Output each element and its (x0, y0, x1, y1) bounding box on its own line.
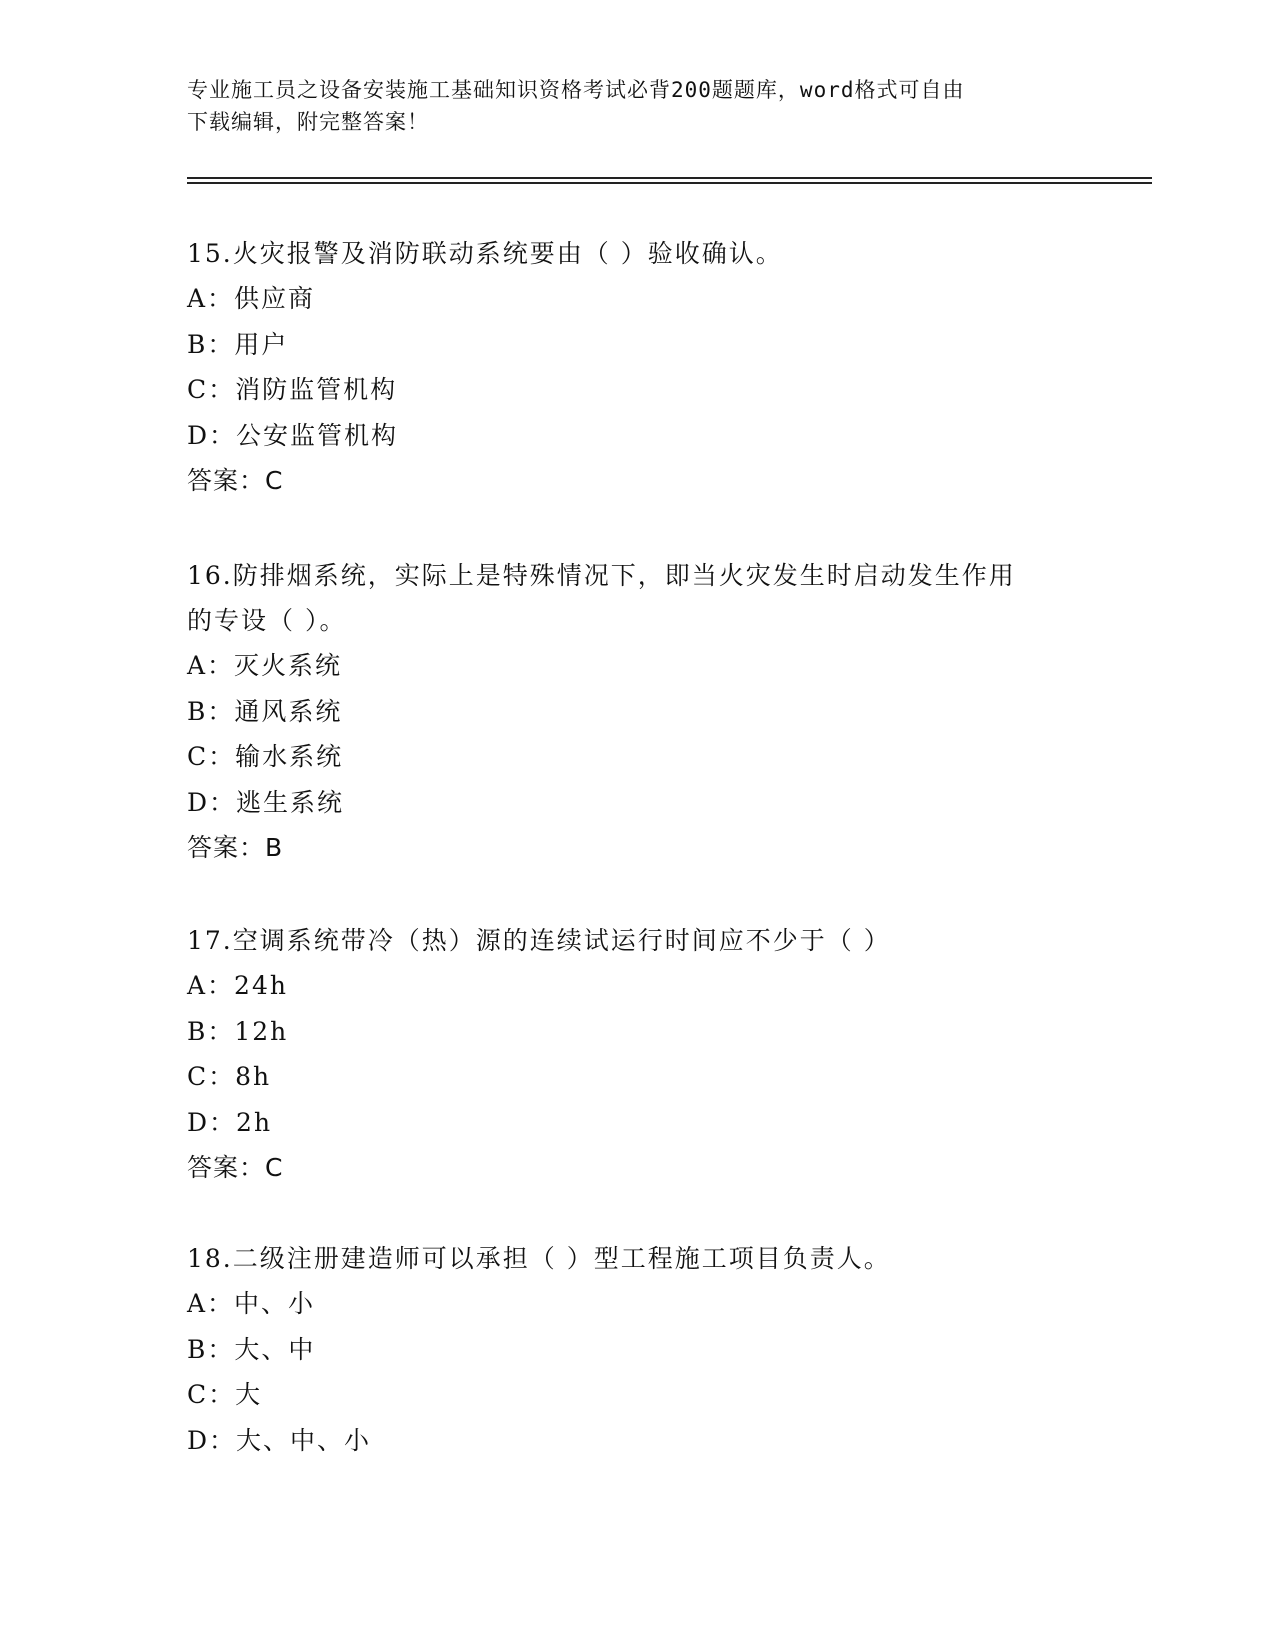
document-header (187, 74, 1067, 138)
option-d: D：逃生系统 (187, 787, 345, 817)
option-b: B：大、中 (187, 1334, 316, 1364)
question-stem-continued: 的专设（ ）。 (187, 606, 347, 635)
question-17 (187, 918, 1087, 1191)
option-d: D：大、中、小 (187, 1425, 372, 1455)
option-d: D：公安监管机构 (187, 420, 399, 450)
answer: 答案：C (187, 1153, 284, 1182)
option-a: A：供应商 (187, 284, 316, 313)
option-c: C：大 (187, 1380, 263, 1409)
option-b: B：通风系统 (187, 696, 343, 726)
question-16 (187, 553, 1087, 871)
header-divider-bottom (187, 182, 1152, 184)
answer: 答案：B (187, 833, 284, 862)
option-c: C：8h (187, 1062, 272, 1091)
question-stem: 16.防排烟系统，实际上是特殊情况下，即当火灾发生时启动发生作用 (187, 561, 1016, 590)
header-line-2: 下载编辑，附完整答案！ (187, 110, 429, 134)
option-a: A：24h (187, 971, 288, 1000)
option-a: A：灭火系统 (187, 651, 343, 680)
option-d: D：2h (187, 1107, 273, 1137)
answer: 答案：C (187, 466, 284, 495)
header-line-1: 专业施工员之设备安装施工基础知识资格考试必背200题题库，word格式可自由 (187, 78, 965, 102)
option-b: B：用户 (187, 329, 289, 359)
question-15 (187, 231, 1087, 504)
option-b: B：12h (187, 1016, 289, 1046)
question-18 (187, 1236, 1087, 1463)
header-divider-top (187, 177, 1152, 179)
option-a: A：中、小 (187, 1289, 316, 1318)
question-stem: 15.火灾报警及消防联动系统要由（ ）验收确认。 (187, 239, 783, 268)
option-c: C：输水系统 (187, 742, 344, 771)
question-stem: 18.二级注册建造师可以承担（ ）型工程施工项目负责人。 (187, 1244, 891, 1273)
question-stem: 17.空调系统带冷（热）源的连续试运行时间应不少于（ ） (187, 926, 891, 955)
option-c: C：消防监管机构 (187, 375, 398, 404)
